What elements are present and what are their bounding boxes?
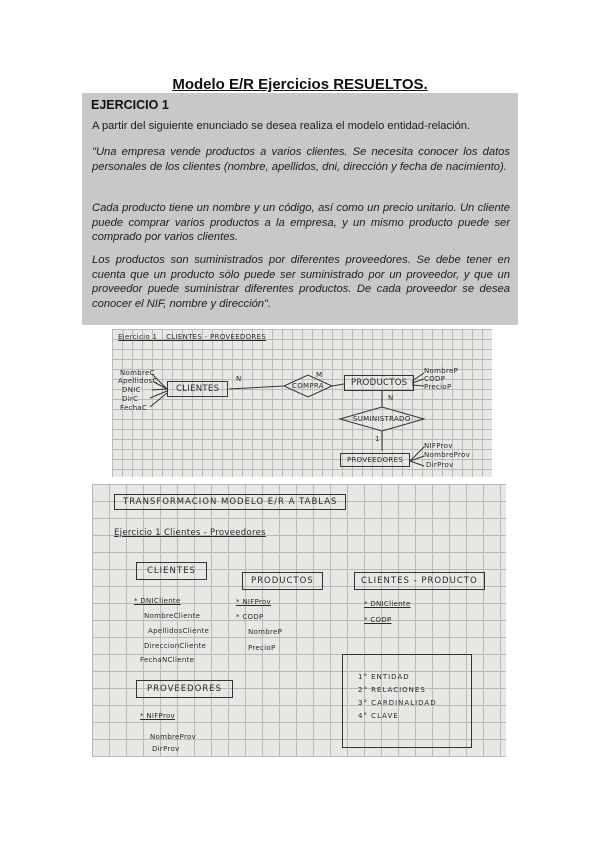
- exercise-heading: EJERCICIO 1: [91, 98, 169, 112]
- table-proveedores-field: * NIFProv: [140, 712, 175, 720]
- entity-clientes: CLIENTES: [167, 381, 228, 397]
- relation-compra: COMPRA: [292, 382, 324, 390]
- table-clientes-field: ApellidosCliente: [148, 627, 210, 635]
- entity-proveedores: PROVEEDORES: [340, 453, 410, 467]
- entity-productos: PRODUCTOS: [344, 375, 414, 391]
- exercise-intro: A partir del siguiente enunciado se desea realiza el modelo entidad-relación.: [92, 120, 471, 132]
- exercise-paragraph: Cada producto tiene un nombre y un código, así como un precio unitario. Un cliente puede comprar varios productos a la empresa, y un mismo producto puede ser comprado por varios clientes.: [92, 202, 510, 244]
- cardinality-n: N: [388, 394, 394, 402]
- table-productos-name: PRODUCTOS: [242, 572, 323, 590]
- client-attribute: NombreC: [120, 369, 155, 377]
- steps-legend-item: 3° CARDINALIDAD: [358, 699, 437, 707]
- table-clientes-field: FechaNCliente: [140, 656, 195, 664]
- cardinality-one: 1: [375, 435, 380, 443]
- er-diagram-photo: [112, 329, 492, 477]
- provider-attribute: NIFProv: [424, 442, 453, 450]
- product-attribute: CODP: [424, 375, 446, 383]
- er-diagram-heading: Ejercicio 1 _ CLIENTES - PROVEEDORES: [118, 333, 267, 341]
- product-attribute: NombreP: [424, 367, 459, 375]
- exercise-statement-scan: [82, 93, 518, 325]
- table-clientes-field: NombreCliente: [144, 612, 201, 620]
- client-attribute: DirC: [122, 395, 139, 403]
- tables-subheading: Ejercicio 1 Clientes - Proveedores: [114, 528, 266, 538]
- exercise-paragraph: Los productos son suministrados por diferentes proveedores. Se debe tener en cuenta que un producto sólo puede ser suministrado por un proveedor, y que un proveedor puede suministrar diferentes productos. De cada proveedor se desea conocer el NIF, nombre y dirección".: [92, 254, 510, 310]
- table-productos-field: NombreP: [248, 628, 283, 636]
- steps-legend-item: 2° RELACIONES: [358, 686, 426, 694]
- provider-attribute: DirProv: [426, 461, 454, 469]
- steps-legend-item: 4° CLAVE: [358, 712, 399, 720]
- client-attribute: ApellidosC: [118, 377, 158, 385]
- table-proveedores-name: PROVEEDORES: [136, 680, 233, 698]
- client-attribute: DNIC: [122, 386, 141, 394]
- client-attribute: FechaC: [120, 404, 148, 412]
- cardinality-m: M: [316, 371, 323, 379]
- table-productos-field: * NIFProv: [236, 598, 271, 606]
- exercise-paragraph: "Una empresa vende productos a varios clientes. Se necesita conocer los datos personales de los clientes (nombre, apellidos, dni, dirección y fecha de nacimiento).: [92, 146, 510, 173]
- table-clientes-name: CLIENTES: [136, 562, 207, 580]
- provider-attribute: NombreProv: [424, 451, 471, 459]
- relation-suministrado: SUMINISTRADO: [353, 415, 411, 423]
- table-clientes-producto-field: * DNICliente: [364, 600, 411, 608]
- table-proveedores-field: DirProv: [152, 745, 180, 753]
- table-productos-field: PrecioP: [248, 644, 276, 652]
- table-clientes-producto-name: CLIENTES - PRODUCTO: [354, 572, 485, 590]
- tables-photo: [92, 484, 506, 757]
- steps-legend-item: 1° ENTIDAD: [358, 673, 410, 681]
- document-title: Modelo E/R Ejercicios RESUELTOS.: [172, 76, 428, 93]
- tables-heading: TRANSFORMACION MODELO E/R A TABLAS: [114, 494, 346, 510]
- table-productos-field: * CODP: [236, 613, 264, 621]
- table-proveedores-field: NombreProv: [150, 733, 197, 741]
- cardinality-n: N: [236, 375, 242, 383]
- table-clientes-field: DireccionCliente: [144, 642, 207, 650]
- table-clientes-producto-field: * CODP: [364, 616, 392, 624]
- product-attribute: PrecioP: [424, 383, 452, 391]
- table-clientes-field: * DNICliente: [134, 597, 181, 605]
